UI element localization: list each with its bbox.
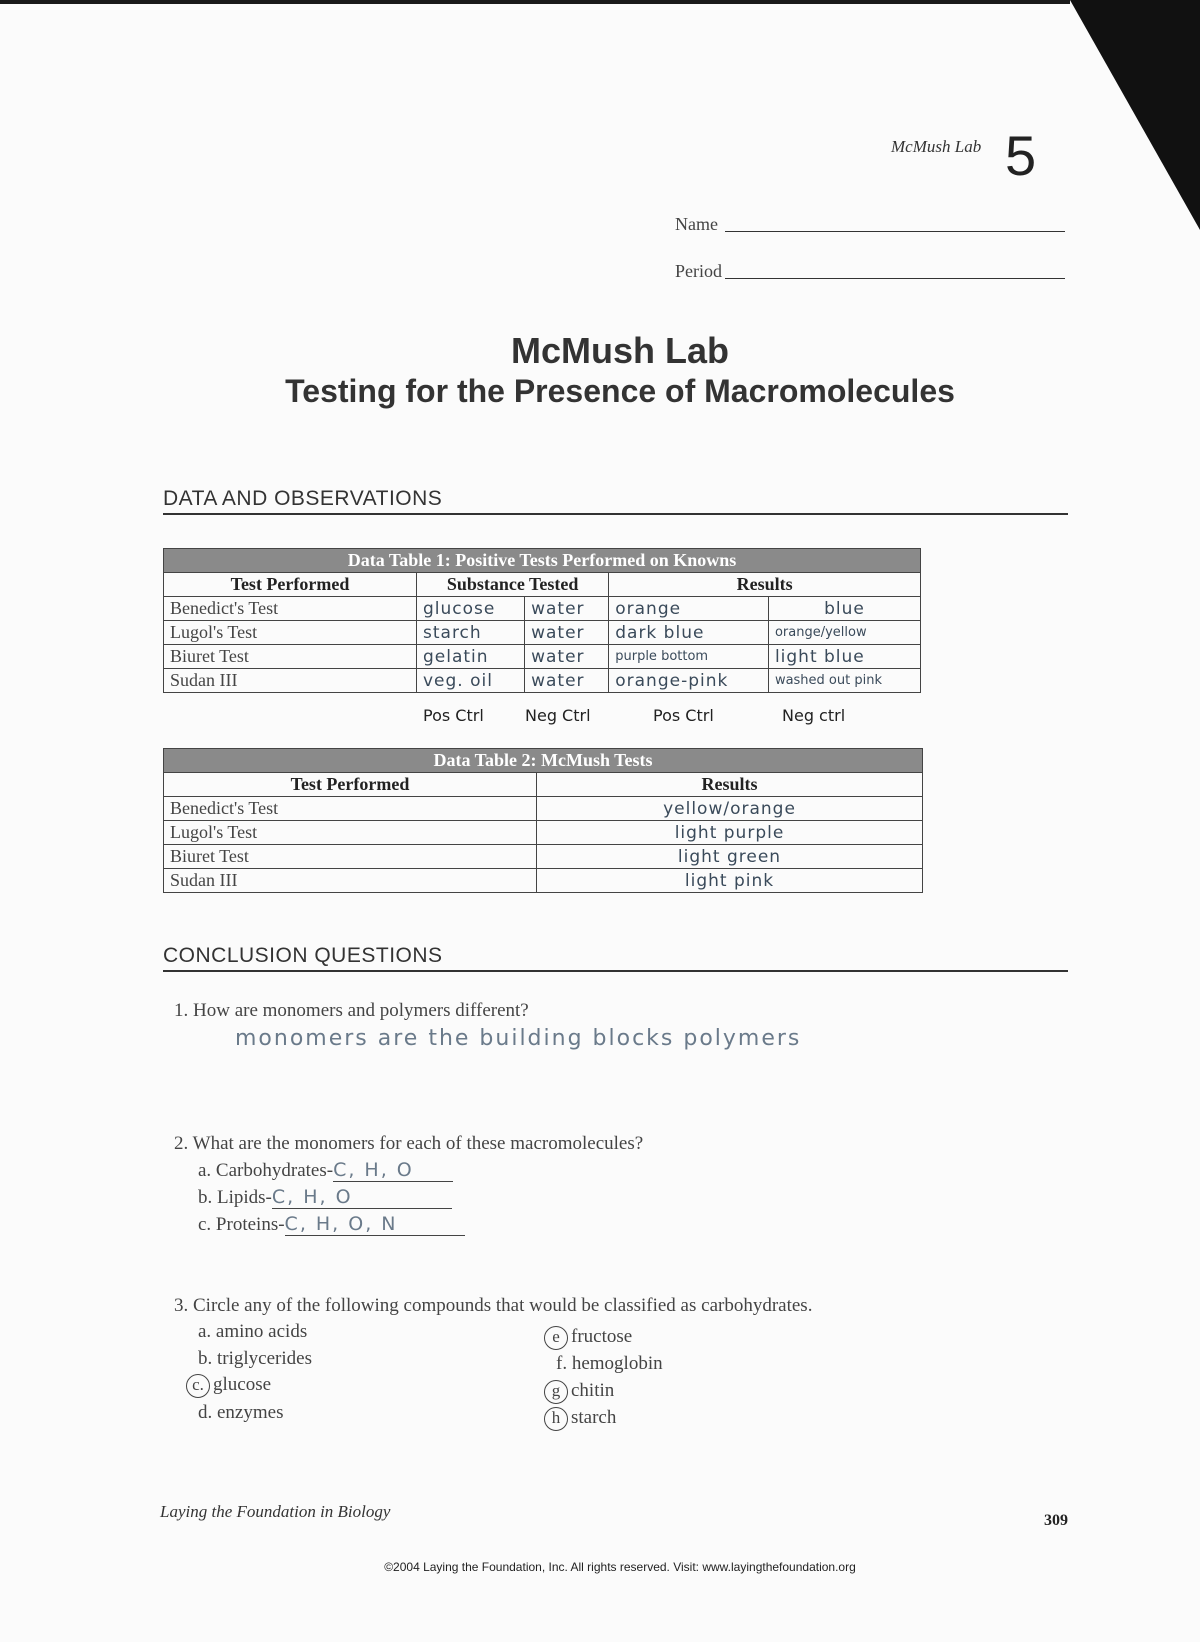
period-blank-line <box>725 278 1065 279</box>
table2-result-cell[interactable]: light purple <box>537 821 923 845</box>
table1-result-pos[interactable]: dark blue <box>609 621 769 645</box>
option-c[interactable] <box>186 1374 271 1398</box>
page-corner-shadow <box>1070 0 1200 230</box>
question-3-text: 3. Circle any of the following compounds that would be classified as carbohydrates. <box>174 1295 813 1316</box>
table-row <box>164 869 923 893</box>
control-label-neg-2: Neg ctrl <box>782 706 846 725</box>
table2-header-results: Results <box>537 773 923 797</box>
control-label-pos-1: Pos Ctrl <box>423 706 484 725</box>
page-number: 309 <box>1044 1512 1068 1529</box>
data-table-1 <box>163 548 921 693</box>
table1-result-pos[interactable]: purple bottom <box>609 645 769 669</box>
table1-test-cell: Biuret Test <box>164 645 417 669</box>
section-data-observations <box>163 487 442 511</box>
table1-result-neg[interactable]: blue <box>768 597 920 621</box>
name-label: Name <box>675 214 718 234</box>
question-2c <box>198 1213 465 1236</box>
header-lab-label: McMush Lab <box>891 137 982 156</box>
name-blank-line <box>725 231 1065 232</box>
table1-substance-neg[interactable]: water <box>525 597 609 621</box>
table2-test-cell: Biuret Test <box>164 845 537 869</box>
table2-test-cell: Benedict's Test <box>164 797 537 821</box>
question-2c-answer[interactable]: C, H, O, N <box>285 1213 465 1236</box>
table1-header-test: Test Performed <box>164 573 417 597</box>
table-row <box>164 621 921 645</box>
table2-result-cell[interactable]: light pink <box>537 869 923 893</box>
table1-test-cell: Benedict's Test <box>164 597 417 621</box>
section-conclusion-questions <box>163 944 443 968</box>
table-row <box>164 845 923 869</box>
copyright-notice: ©2004 Laying the Foundation, Inc. All rights reserved. Visit: www.layingthefoundation.org <box>384 1560 856 1574</box>
question-1-answer[interactable]: monomers are the building blocks polymers <box>235 1026 802 1051</box>
option-h[interactable] <box>544 1407 616 1431</box>
question-2a-label: a. Carbohydrates- <box>198 1160 334 1181</box>
question-2c-label: c. Proteins- <box>198 1214 285 1235</box>
option-a[interactable]: a. amino acids <box>198 1321 308 1342</box>
table2-result-cell[interactable]: yellow/orange <box>537 797 923 821</box>
table1-result-neg[interactable]: light blue <box>768 645 920 669</box>
period-label: Period <box>675 261 722 281</box>
option-g-label: chitin <box>571 1380 615 1401</box>
question-2b <box>198 1186 452 1209</box>
top-edge-line <box>0 0 1070 4</box>
question-1-text: 1. How are monomers and polymers different? <box>174 1000 529 1021</box>
table1-test-cell: Sudan III <box>164 669 417 693</box>
header-lab-number: 5 <box>1005 124 1037 187</box>
name-field[interactable] <box>675 214 718 235</box>
table1-substance-pos[interactable]: glucose <box>417 597 525 621</box>
option-e[interactable] <box>544 1326 632 1350</box>
table2-test-cell: Sudan III <box>164 869 537 893</box>
table1-caption: Data Table 1: Positive Tests Performed on Knowns <box>164 549 921 573</box>
control-label-pos-2: Pos Ctrl <box>653 706 714 725</box>
page-title: McMush Lab <box>510 330 729 371</box>
table1-substance-pos[interactable]: gelatin <box>417 645 525 669</box>
table1-header-substance: Substance Tested <box>417 573 609 597</box>
option-g[interactable] <box>544 1380 614 1404</box>
question-2a-answer[interactable]: C, H, O <box>333 1159 453 1182</box>
circle-mark-icon: h <box>544 1407 568 1431</box>
table1-substance-pos[interactable]: veg. oil <box>417 669 525 693</box>
table2-test-cell: Lugol's Test <box>164 821 537 845</box>
circle-mark-icon: g <box>544 1380 568 1404</box>
section-data-title: DATA AND OBSERVATIONS <box>163 487 443 510</box>
table-row <box>164 669 921 693</box>
question-2a <box>198 1159 453 1182</box>
option-e-label: fructose <box>571 1326 633 1347</box>
footer-book-title: Laying the Foundation in Biology <box>160 1502 391 1521</box>
table-row <box>164 821 923 845</box>
table-row <box>164 797 923 821</box>
control-label-neg-1: Neg Ctrl <box>525 706 591 725</box>
circle-mark-icon: c. <box>186 1374 210 1398</box>
option-b[interactable]: b. triglycerides <box>198 1348 312 1369</box>
circle-mark-icon: e <box>544 1326 568 1350</box>
data-table-2 <box>163 748 923 893</box>
table1-result-pos[interactable]: orange <box>609 597 769 621</box>
option-h-label: starch <box>571 1407 617 1428</box>
question-2b-answer[interactable]: C, H, O <box>272 1186 452 1209</box>
table2-caption: Data Table 2: McMush Tests <box>164 749 923 773</box>
period-field[interactable] <box>675 261 722 282</box>
question-2b-label: b. Lipids- <box>198 1187 272 1208</box>
option-d[interactable]: d. enzymes <box>198 1402 284 1423</box>
section-rule <box>163 513 1068 515</box>
table1-result-neg[interactable]: orange/yellow <box>768 621 920 645</box>
table1-test-cell: Lugol's Test <box>164 621 417 645</box>
table1-result-neg[interactable]: washed out pink <box>768 669 920 693</box>
table-row <box>164 597 921 621</box>
table1-substance-neg[interactable]: water <box>525 645 609 669</box>
table1-header-results: Results <box>609 573 921 597</box>
section-rule <box>163 970 1068 972</box>
table2-result-cell[interactable]: light green <box>537 845 923 869</box>
table1-result-pos[interactable]: orange-pink <box>609 669 769 693</box>
table1-substance-pos[interactable]: starch <box>417 621 525 645</box>
option-f[interactable]: f. hemoglobin <box>556 1353 663 1374</box>
option-c-label: glucose <box>213 1374 272 1395</box>
table-row <box>164 645 921 669</box>
section-conclusion-title: CONCLUSION QUESTIONS <box>163 944 443 967</box>
table1-substance-neg[interactable]: water <box>525 621 609 645</box>
table2-header-test: Test Performed <box>164 773 537 797</box>
question-2-text: 2. What are the monomers for each of these macromolecules? <box>174 1133 644 1154</box>
table1-substance-neg[interactable]: water <box>525 669 609 693</box>
page-subtitle: Testing for the Presence of Macromolecules <box>285 373 955 409</box>
